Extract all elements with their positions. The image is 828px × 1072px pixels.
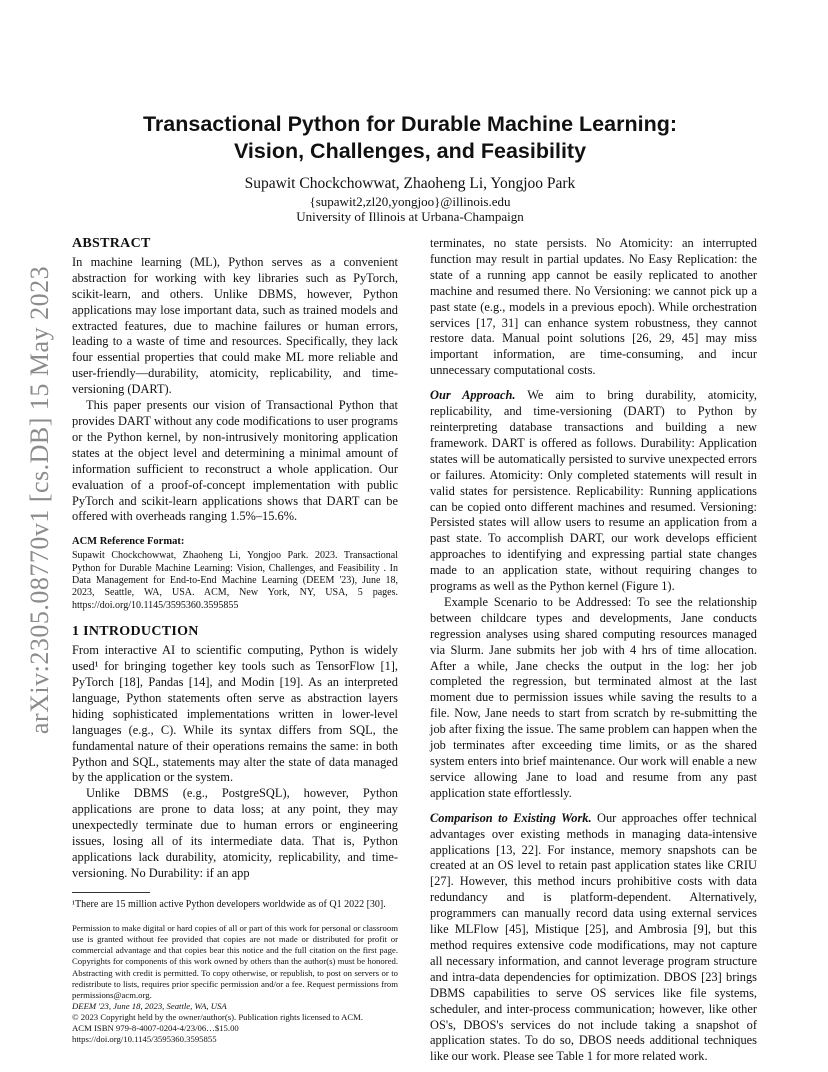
doi-line: https://doi.org/10.1145/3595360.3595855 [72, 1034, 217, 1045]
right-column [430, 236, 757, 1065]
abstract-paragraph-2: This paper presents our vision of Transactional Python that provides DART without any code modifications to user programs or the Python kernel, by non-intrusively monitoring application states at the object level and determining a minimal amount of information sufficient to reconstruct a whole application. Our evaluation of a proof-of-concept implementation with public PyTorch and scikit-learn applications shows that DART can be offered with overheads ranging 1.5%–15.6%. [72, 398, 398, 524]
arxiv-stamp [20, 240, 60, 760]
comparison-paragraph [430, 811, 757, 1066]
abstract-heading: ABSTRACT [72, 236, 151, 251]
title-line-2: Vision, Challenges, and Feasibility [233, 139, 587, 163]
abstract-paragraph-1: In machine learning (ML), Python serves as a convenient abstraction for working with key libraries such as PyTorch, scikit-learn, and others. Unlike DBMS, however, Python applications may lose important data, such as trained models and extracted features, due to machine failures or human errors, leading to a waste of time and resources. Specifically, they lack four essential properties that could make ML more reliable and user-friendly—durability, atomicity, replicability, and time-versioning (DART). [72, 254, 398, 397]
comparison-text: Our approaches offer technical advantages over existing methods in managing data-intensive applications [13, 22]. For instance, memory snapshots can be created at an OS level to retain past application states like CRIU [27]. However, this method incurs prohibitive costs with data redundancy and is platform-dependent. Alternatively, programmers can manually record data using external services like MLFlow [45], Mistique [25], and Ambrosia [9], but this method requires extensive code modifications, may not capture all necessary information, and cannot leverage program structure and intra-data dependencies for optimization. DBOS [23] brings DBMS capabilities to serve OS services like file systems, scheduler, and inter-process communication; however, like other OS's, DBOS's services do not include taking a snapshot of application states. To do so, DBOS needs additional techniques like our work. Please see Table 1 for more related work. [430, 810, 757, 1064]
footnote-rule [72, 892, 150, 893]
approach-text: We aim to bring durability, atomicity, replicability, and time-versioning (DART) to Python by reinterpreting database transactions and building a new framework. DART is offered as follows. Durability: Application states will be automatically persisted to survive unexpected errors or failures. Atomicity: Only completed statements will result in valid states for persistence. Replicability: Running applications can be copied onto different machines and resumed. Versioning: Persisted states will allow users to resume an application from a past state. To accomplish DART, our work develops efficient approaches to identifying and expressing partial state changes made to an application state, without requiring changes to programs as well as the Python kernel (Figure 1). [430, 388, 758, 594]
footnote: ¹There are 15 million active Python developers worldwide as of Q1 2022 [30]. [72, 898, 386, 910]
introduction-heading: 1 INTRODUCTION [72, 624, 199, 640]
acm-reference-text: Supawit Chockchowwat, Zhaoheng Li, Yongjoo Park. 2023. Transactional Python for Durable Machine Learning: Vision, Challenges, and Feasibility . In Data Management for End-to-End Machine Learning (DEEM '23), June 18, 2023, Seattle, WA, USA. ACM, New York, NY, USA, 5 pages. https://doi.org/10.1145/3595360.3595855 [72, 550, 398, 611]
copyright-line: © 2023 Copyright held by the owner/author(s). Publication rights licensed to ACM. [72, 1011, 364, 1022]
authors: Supawit Chockchowwat, Zhaoheng Li, Yongjoo Park [244, 175, 576, 192]
intro-paragraph-2: Unlike DBMS (e.g., PostgreSQL), however, Python applications are prone to data loss; at any point, they may unexpectedly terminate due to human errors or engineering issues, losing all of its intermediate data. That is, Python applications lack durability, atomicity, replicability, and time-versioning. No Durability: if an app [72, 786, 398, 880]
approach-paragraph [430, 388, 757, 595]
arxiv-stamp-text: arXiv:2305.08770v1 [cs.DB] 15 May 2023 [25, 265, 54, 735]
intro-paragraph-1: From interactive AI to scientific computing, Python is widely used¹ for bringing together key tools such as TensorFlow [1], PyTorch [18], Pandas [14], and Modin [19]. As an interpreted language, Python statements often serve as abstraction layers hiding sophisticated implementations written in lower-level languages (e.g., C). While its syntax differs from SQL, the fundamental nature of their operations remains the same: in both Python and SQL, statements may alter the state of data managed by the application or the system. [72, 643, 398, 785]
approach-heading: Our Approach. [430, 388, 516, 403]
acm-reference-heading: ACM Reference Format: [72, 536, 185, 548]
isbn-line: ACM ISBN 979-8-4007-0204-4/23/06…$15.00 [72, 1023, 239, 1033]
author-emails: {supawit2,zl20,yongjoo}@illinois.edu [309, 194, 511, 209]
paper-title [100, 111, 720, 165]
left-column [72, 236, 398, 1045]
permission-text: Permission to make digital or hard copies of all or part of this work for personal or classroom use is granted without fee provided that copies are not made or distributed for profit or commercial advantage and that copies bear this notice and the full citation on the first page. Copyrights for components of this work owned by others than the author(s) must be honored. Abstracting with credit is permitted. To copy otherwise, or republish, to post on servers or to redistribute to lists, requires prior specific permission and/or a fee. Request permissions from permissions@acm.org. [72, 923, 398, 1000]
conference-line: DEEM '23, June 18, 2023, Seattle, WA, USA [72, 1000, 227, 1011]
affiliation: University of Illinois at Urbana-Champaign [296, 209, 524, 224]
title-line-1: Transactional Python for Durable Machine Learning: [142, 112, 677, 136]
permission-block [72, 923, 398, 1045]
right-paragraph-1: terminates, no state persists. No Atomicity: an interrupted function may result in partial updates. No Easy Replication: the state of a running app cannot be easily replicated to another machine and resumed there. No Versioning: we cannot pick up a past state (e.g., models in a previous epoch). While orchestration services [17, 31] can enhance system robustness, they cannot restore data. Manual point solutions [26, 29, 45] may miss important information, are time-consuming, and incur unnecessary computational costs. [430, 236, 757, 378]
comparison-heading: Comparison to Existing Work. [430, 810, 592, 825]
scenario-paragraph: Example Scenario to be Addressed: To see the relationship between childcare types and developments, Jane conducts regression analyses using shared computing resources managed via Slurm. Jane submits her job with 4 hrs of time allocation. After a while, Jane checks the output in the log: her job completed the regression, but terminated almost at the last moment due to permission issues while saving the results to a file. Now, Jane needs to start from scratch by re-submitting the job after fixing the issue. The same problem can happen when the job terminates after exceeding time limits, or as the shared system enters into brief maintenance. Our work will enable a new service allowing Jane to load and resume from any past application state effortlessly. [430, 594, 757, 800]
